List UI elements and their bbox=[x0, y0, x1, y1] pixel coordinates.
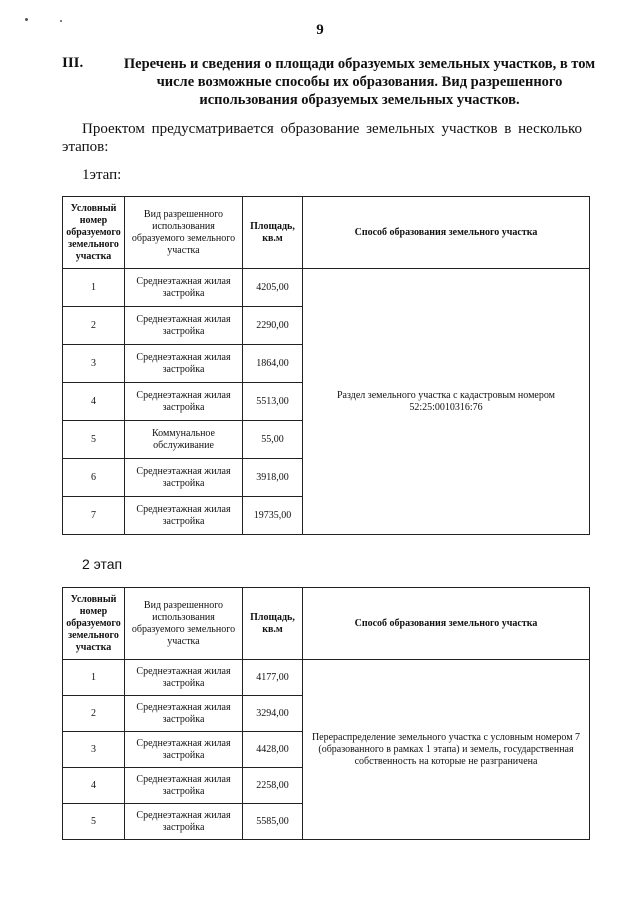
cell-use: Среднеэтажная жилая застройка bbox=[125, 732, 243, 768]
stage-2-table bbox=[62, 587, 590, 840]
header-method: Способ образования земельного участка bbox=[303, 197, 590, 269]
cell-method: Раздел земельного участка с кадастровым номером 52:25:0010316:76 bbox=[303, 269, 590, 535]
cell-num: 7 bbox=[63, 497, 125, 535]
cell-area: 2258,00 bbox=[243, 768, 303, 804]
cell-num: 6 bbox=[63, 459, 125, 497]
cell-use: Среднеэтажная жилая застройка bbox=[125, 804, 243, 840]
cell-use: Среднеэтажная жилая застройка bbox=[125, 345, 243, 383]
intro-paragraph: Проектом предусматривается образование земельных участков в несколько этапов: bbox=[62, 121, 582, 155]
table-header-row bbox=[63, 588, 590, 660]
stage-1-label: 1этап: bbox=[82, 167, 122, 183]
cell-num: 3 bbox=[63, 732, 125, 768]
header-use: Вид разрешенного использования образуемого земельного участка bbox=[125, 588, 243, 660]
cell-use: Среднеэтажная жилая застройка bbox=[125, 269, 243, 307]
cell-use: Среднеэтажная жилая застройка bbox=[125, 660, 243, 696]
cell-method: Перераспределение земельного участка с условным номером 7 (образованного в рамках 1 этапа) и земель, государственная собственность на которые не разграничена bbox=[303, 660, 590, 840]
scan-speck bbox=[25, 18, 28, 21]
table-header-row bbox=[63, 197, 590, 269]
cell-area: 55,00 bbox=[243, 421, 303, 459]
cell-num: 1 bbox=[63, 269, 125, 307]
cell-area: 4177,00 bbox=[243, 660, 303, 696]
cell-num: 5 bbox=[63, 421, 125, 459]
cell-area: 5513,00 bbox=[243, 383, 303, 421]
cell-area: 4205,00 bbox=[243, 269, 303, 307]
stage-1-table bbox=[62, 196, 590, 535]
cell-use: Среднеэтажная жилая застройка bbox=[125, 497, 243, 535]
cell-use: Среднеэтажная жилая застройка bbox=[125, 768, 243, 804]
cell-area: 2290,00 bbox=[243, 307, 303, 345]
cell-area: 4428,00 bbox=[243, 732, 303, 768]
section-number: III. bbox=[62, 55, 84, 71]
table-row bbox=[63, 660, 590, 696]
cell-use: Среднеэтажная жилая застройка bbox=[125, 696, 243, 732]
cell-num: 1 bbox=[63, 660, 125, 696]
cell-num: 5 bbox=[63, 804, 125, 840]
cell-area: 3294,00 bbox=[243, 696, 303, 732]
header-num: Условный номер образуемого земельного участка bbox=[63, 588, 125, 660]
header-use: Вид разрешенного использования образуемого земельного участка bbox=[125, 197, 243, 269]
cell-area: 3918,00 bbox=[243, 459, 303, 497]
cell-num: 2 bbox=[63, 307, 125, 345]
header-method: Способ образования земельного участка bbox=[303, 588, 590, 660]
cell-num: 3 bbox=[63, 345, 125, 383]
cell-num: 4 bbox=[63, 383, 125, 421]
header-num: Условный номер образуемого земельного участка bbox=[63, 197, 125, 269]
cell-num: 2 bbox=[63, 696, 125, 732]
table-row bbox=[63, 269, 590, 307]
section-title: Перечень и сведения о площади образуемых земельных участков, в том числе возможные способы их образования. Вид разрешенного использования образуемых земельных участков. bbox=[123, 56, 596, 108]
cell-use: Среднеэтажная жилая застройка bbox=[125, 307, 243, 345]
page-number: 9 bbox=[316, 22, 324, 38]
cell-area: 5585,00 bbox=[243, 804, 303, 840]
cell-use: Среднеэтажная жилая застройка bbox=[125, 383, 243, 421]
cell-use: Коммунальное обслуживание bbox=[125, 421, 243, 459]
section-heading bbox=[62, 55, 597, 109]
header-area: Площадь, кв.м bbox=[243, 197, 303, 269]
cell-area: 1864,00 bbox=[243, 345, 303, 383]
cell-area: 19735,00 bbox=[243, 497, 303, 535]
cell-use: Среднеэтажная жилая застройка bbox=[125, 459, 243, 497]
header-area: Площадь, кв.м bbox=[243, 588, 303, 660]
stage-2-label: 2 этап bbox=[82, 556, 123, 572]
cell-num: 4 bbox=[63, 768, 125, 804]
